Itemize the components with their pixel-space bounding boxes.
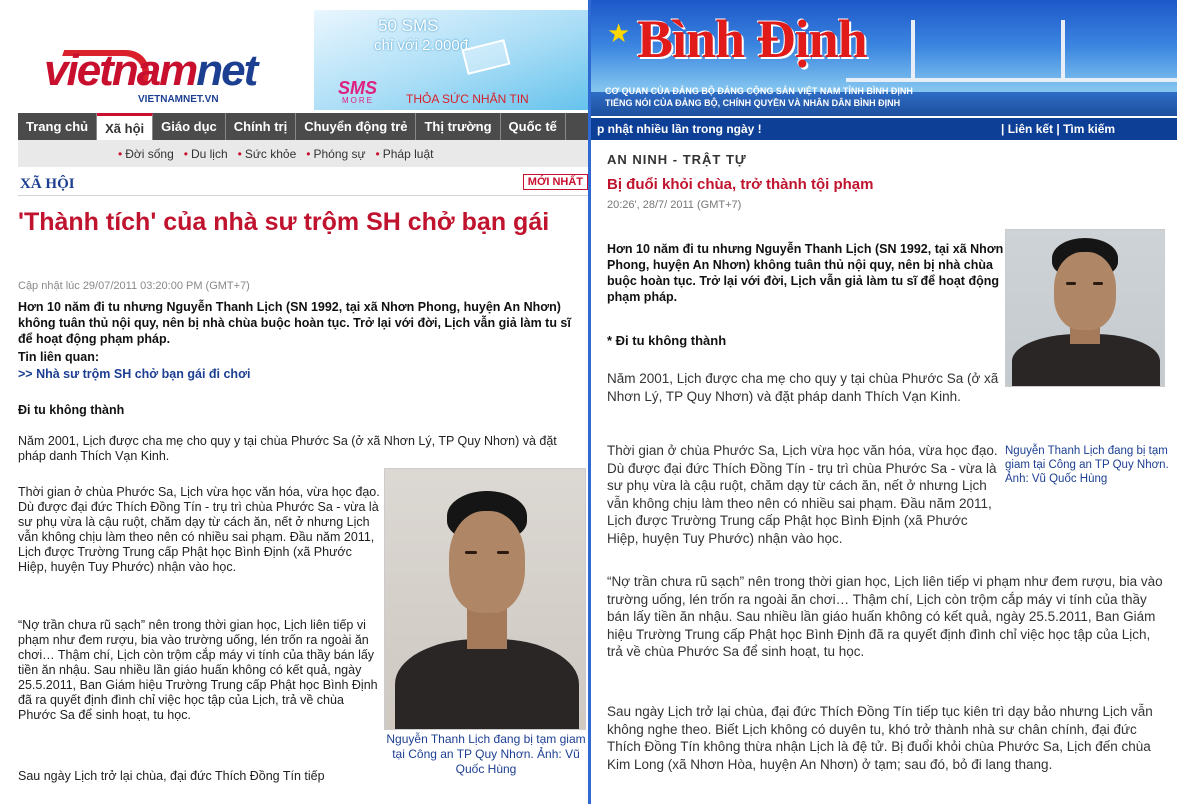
photo-face (1054, 252, 1116, 330)
bridge-deck (846, 78, 1177, 82)
main-nav (18, 113, 588, 140)
section-name: AN NINH - TRẬT TỰ (607, 152, 747, 167)
photo-caption: Nguyễn Thanh Lịch đang bị tạm giam tại Công an TP Quy Nhơn. Ảnh: Vũ Quốc Hùng (386, 732, 586, 776)
paragraph-1: Năm 2001, Lịch được cha mẹ cho quy y tại chùa Phước Sa (ở xã Nhơn Lý, TP Quy Nhơn) và đặt pháp danh Thích Vạn Kinh. (18, 434, 557, 463)
paragraph-2: Thời gian ở chùa Phước Sa, Lịch vừa học văn hóa, vừa học đạo. Dù được đại đức Thích Đồng Tín - trụ trì chùa Phước Sa - vừa là sư phụ vừa là cậu ruột, chăm dạy từ cách ăn, nết ở nhưng Lịch vẫn không chịu làm theo nên có nhiều sai phạm. Đầu năm 2011, Lịch được Trường Trung cấp Phật học Bình Định (xã Phước Hiệp, huyện Tuy Phước) nhận vào học. (607, 443, 998, 546)
article-title: 'Thành tích' của nhà sư trộm SH chở bạn gái (18, 208, 550, 236)
subnav-item-travel[interactable]: • Du lịch (183, 146, 228, 161)
vietnamnet-logo[interactable] (18, 10, 318, 110)
ticker-text: p nhật nhiều lần trong ngày ! (597, 122, 762, 136)
binhdinh-banner (591, 0, 1177, 116)
article-photo[interactable] (1005, 229, 1165, 387)
bridge-pylon (1061, 20, 1065, 82)
paragraph-3: “Nợ trần chưa rũ sạch” nên trong thời gian học, Lịch liên tiếp vi phạm như đem rượu, bia vào trường uống, lén trốn ra ngoài ăn chơi… Thậm chí, Lịch còn trộm cắp máy vi tính của thầy bán lấy tiền ăn nhậu. Sau nhiều lần giáo huấn không có kết quả, ngày 25.5.2011, Ban Giám hiệu Trường Trung cấp Phật học Bình Định đã ra quyết định đình chỉ việc học tập của Lịch, trả về chùa Phước Sa để sinh hoạt, tu học. (607, 574, 1163, 659)
logo-domain: VIETNAMNET.VN (138, 94, 219, 105)
nav-item-home[interactable]: Trang chủ (18, 113, 97, 140)
vietnamnet-page (18, 0, 588, 804)
vietnamnet-banner (18, 10, 588, 110)
nav-item-politics[interactable]: Chính trị (226, 113, 296, 140)
envelope-icon (462, 39, 511, 75)
binhdinh-page (588, 0, 1177, 804)
star-icon: ★ (607, 18, 631, 48)
nav-item-youth[interactable]: Chuyển động trẻ (296, 113, 416, 140)
subnav-item-life[interactable]: • Đời sống (118, 146, 174, 161)
top-bar (591, 118, 1177, 140)
paragraph-3: “Nợ trần chưa rũ sạch” nên trong thời gian học, Lịch liên tiếp vi phạm như đem rượu, bia vào trường uống, lén trốn ra ngoài ăn chơi… Thậm chí, Lịch còn trộm cắp máy vi tính của thầy bán lấy tiền ăn nhậu. Sau nhiều lần giáo huấn không có kết quả, ngày 25.5.2011, Ban Giám hiệu Trường Trung cấp Phật học Bình Định đã ra quyết định đình chỉ việc học tập của Lịch, trả về chùa Phước Sa để sinh hoạt, tu học. (18, 618, 378, 722)
bridge-pylon (911, 20, 915, 82)
ad-line-1: 50 SMS (378, 16, 439, 35)
nav-item-education[interactable]: Giáo dục (153, 113, 226, 140)
ad-sms-logo: SMS (338, 78, 378, 98)
paragraph-4: Sau ngày Lịch trở lại chùa, đại đức Thích Đồng Tín tiếp (18, 769, 325, 783)
nav-item-market[interactable]: Thị trường (416, 113, 500, 140)
photo-shirt (395, 639, 579, 730)
section-name: XÃ HỘI (20, 176, 75, 192)
subheading: Đi tu không thành (18, 403, 125, 417)
sub-nav (18, 140, 588, 167)
newspaper-subtitle-2: TIẾNG NÓI CỦA ĐẢNG BỘ, CHÍNH QUYỀN VÀ NHÂN DÂN BÌNH ĐỊNH (605, 98, 901, 108)
newspaper-title[interactable]: Bình Định (637, 9, 867, 69)
related-label: Tin liên quan: (18, 350, 100, 364)
photo-eye-left (465, 551, 477, 554)
ad-tagline: THỎA SỨC NHẮN TIN (406, 92, 529, 106)
section-header (18, 172, 588, 196)
newest-link[interactable]: MỚI NHẤT (523, 174, 588, 190)
ad-line-2: chỉ với 2.000đ (374, 37, 469, 54)
logo-wordmark: vietnamnet (44, 46, 257, 95)
subnav-item-law[interactable]: • Pháp luật (375, 146, 434, 161)
article-lead: Hơn 10 năm đi tu nhưng Nguyễn Thanh Lịch (SN 1992, tại xã Nhơn Phong, huyện An Nhơn) không tuân thủ nội quy, nên bị nhà chùa buộc hoàn tục. Trở lại với đời, Lịch vẫn giả làm tu sĩ để hoạt động phạm pháp. (18, 300, 571, 346)
article-lead: Hơn 10 năm đi tu nhưng Nguyễn Thanh Lịch (SN 1992, tại xã Nhơn Phong, huyện An Nhơn) không tuân thủ nội quy, nên bị nhà chùa buộc hoàn tục. Trở lại với đời, Lịch vẫn giả làm tu sĩ để hoạt động phạm pháp. (607, 242, 1004, 304)
top-links[interactable]: | Liên kết | Tìm kiếm (1001, 122, 1116, 136)
nav-item-world[interactable]: Quốc tế (501, 113, 566, 140)
subnav-item-health[interactable]: • Sức khỏe (237, 146, 297, 161)
ad-more-label: MORE (342, 96, 374, 105)
photo-eye-right (497, 551, 509, 554)
article-updated: Cập nhật lúc 29/07/2011 03:20:00 PM (GMT+7) (18, 280, 250, 292)
subheading: * Đi tu không thành (607, 333, 727, 348)
photo-eye-left (1066, 282, 1076, 285)
nav-item-society[interactable]: Xã hội (97, 113, 153, 140)
sms-advertisement[interactable] (314, 10, 588, 110)
paragraph-1: Năm 2001, Lịch được cha mẹ cho quy y tại chùa Phước Sa (ở xã Nhơn Lý, TP Quy Nhơn) và đặt pháp danh Thích Vạn Kinh. (607, 371, 999, 404)
article-time: 20:26', 28/7/ 2011 (GMT+7) (607, 199, 742, 211)
article-title: Bị đuổi khỏi chùa, trở thành tội phạm (607, 176, 874, 193)
article-photo[interactable] (384, 468, 586, 730)
newspaper-subtitle-1: CƠ QUAN CỦA ĐẢNG BỘ ĐẢNG CỘNG SẢN VIỆT NAM TỈNH BÌNH ĐỊNH (605, 86, 913, 96)
photo-face (449, 511, 525, 613)
photo-caption: Nguyễn Thanh Lịch đang bị tạm giam tại Công an TP Quy Nhơn. Ảnh: Vũ Quốc Hùng (1005, 445, 1169, 485)
subnav-item-report[interactable]: • Phóng sự (306, 146, 366, 161)
photo-eye-right (1093, 282, 1103, 285)
paragraph-4: Sau ngày Lịch trở lại chùa, đại đức Thích Đồng Tín tiếp tục kiên trì dạy bảo nhưng Lịch vẫn không nghe theo. Biết Lịch không có duyên tu, khó trở thành nhà sư chân chính, đại đức Thích Đồng Tín không thừa nhận Lịch là đệ tử. Bị đuổi khỏi chùa Phước Sa, Lịch đến chùa Kim Long (xã Nhơn Hòa, huyện An Nhơn) ở tạm; sau đó, bỏ đi lang thang. (607, 704, 1153, 772)
paragraph-2: Thời gian ở chùa Phước Sa, Lịch vừa học văn hóa, vừa học đạo. Dù được đại đức Thích Đồng Tín - trụ trì chùa Phước Sa - vừa là sư phụ vừa là cậu ruột, chăm dạy từ cách ăn, nết ở nhưng Lịch vẫn không chịu làm theo nên có nhiều sai phạm. Đầu năm 2011, Lịch được Trường Trung cấp Phật học Bình Định (xã Phước Hiệp, huyện Tuy Phước) nhận vào học. (18, 485, 380, 574)
related-link[interactable]: >> Nhà sư trộm SH chở bạn gái đi chơi (18, 367, 251, 381)
